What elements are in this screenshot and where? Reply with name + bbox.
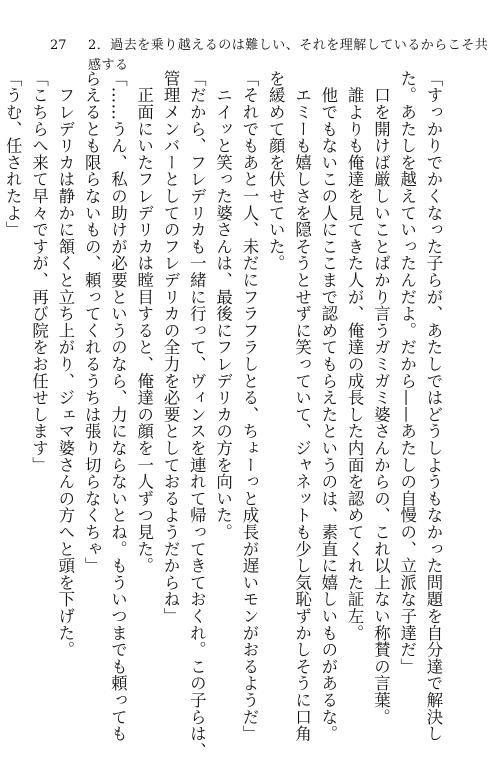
novel-body-text bbox=[3, 70, 446, 759]
text-line: 「こちらへ来て早々ですが、再び院をお任せします」 bbox=[29, 70, 49, 474]
text-line: 管理メンバーとしてのフレデリカの全力を必要としておるようだからね」 bbox=[161, 70, 181, 625]
text-line: 「うむ、任されたよ」 bbox=[3, 70, 23, 238]
text-line: 「それでもあと一人、未だにフラフラしとる、ちょーっと成長が遅いモンがおるようだ」 bbox=[239, 70, 259, 742]
text-line: フレデリカは静かに頷くと立ち上がり、ジェマ婆さんの方へと頭を下げた。 bbox=[55, 70, 75, 658]
text-line: 「……うん、私の助けが必要というのなら、力にならないとね。もういつまでも頼っても bbox=[108, 70, 128, 742]
text-line: た。あたしを越えていったんだよ。だから——あたしの自慢の、立派な子達だ」 bbox=[397, 70, 417, 675]
text-line: らえるとも限らないもの、頼ってくれるうちは張り切らなくちゃ」 bbox=[82, 70, 102, 574]
text-line: 誰よりも俺達を見てきた人が、俺達の成長した内面を認めてくれた証左。 bbox=[345, 70, 365, 642]
text-line: 「すっかりでかくなった子らが、あたしではどうしようもなかった問題を自分達で解決し bbox=[424, 70, 443, 742]
page-number: 27 bbox=[50, 38, 67, 53]
page-header bbox=[0, 36, 500, 73]
text-line: 口を開けば厳しいことばかり言うガミガミ婆さんからの、これ以上ない称賛の言葉。 bbox=[371, 70, 391, 726]
text-line: 正面にいたフレデリカは瞠目すると、俺達の顔を一人ずつ見た。 bbox=[134, 70, 154, 574]
text-line: を緩めて顔を伏せていた。 bbox=[266, 70, 286, 272]
text-line: エミーも嬉しさを隠そうとせずに笑っていて、ジャネットも少し気恥ずかしそうに口角 bbox=[292, 70, 312, 742]
text-line: 「だから、フレデリカも一緒に行って、ヴィンスを連れて帰ってきておくれ。この子らは、 bbox=[187, 70, 207, 759]
text-line: ニイッと笑った婆さんは、最後にフレデリカの方を向いた。 bbox=[213, 70, 233, 541]
chapter-title: 2．過去を乗り越えるのは難しい、それを理解しているからこそ共感する bbox=[88, 38, 489, 73]
text-line: 他でもないこの人にここまで認めてもらえたというのは、素直に嬉しいものがあるな。 bbox=[318, 70, 338, 742]
